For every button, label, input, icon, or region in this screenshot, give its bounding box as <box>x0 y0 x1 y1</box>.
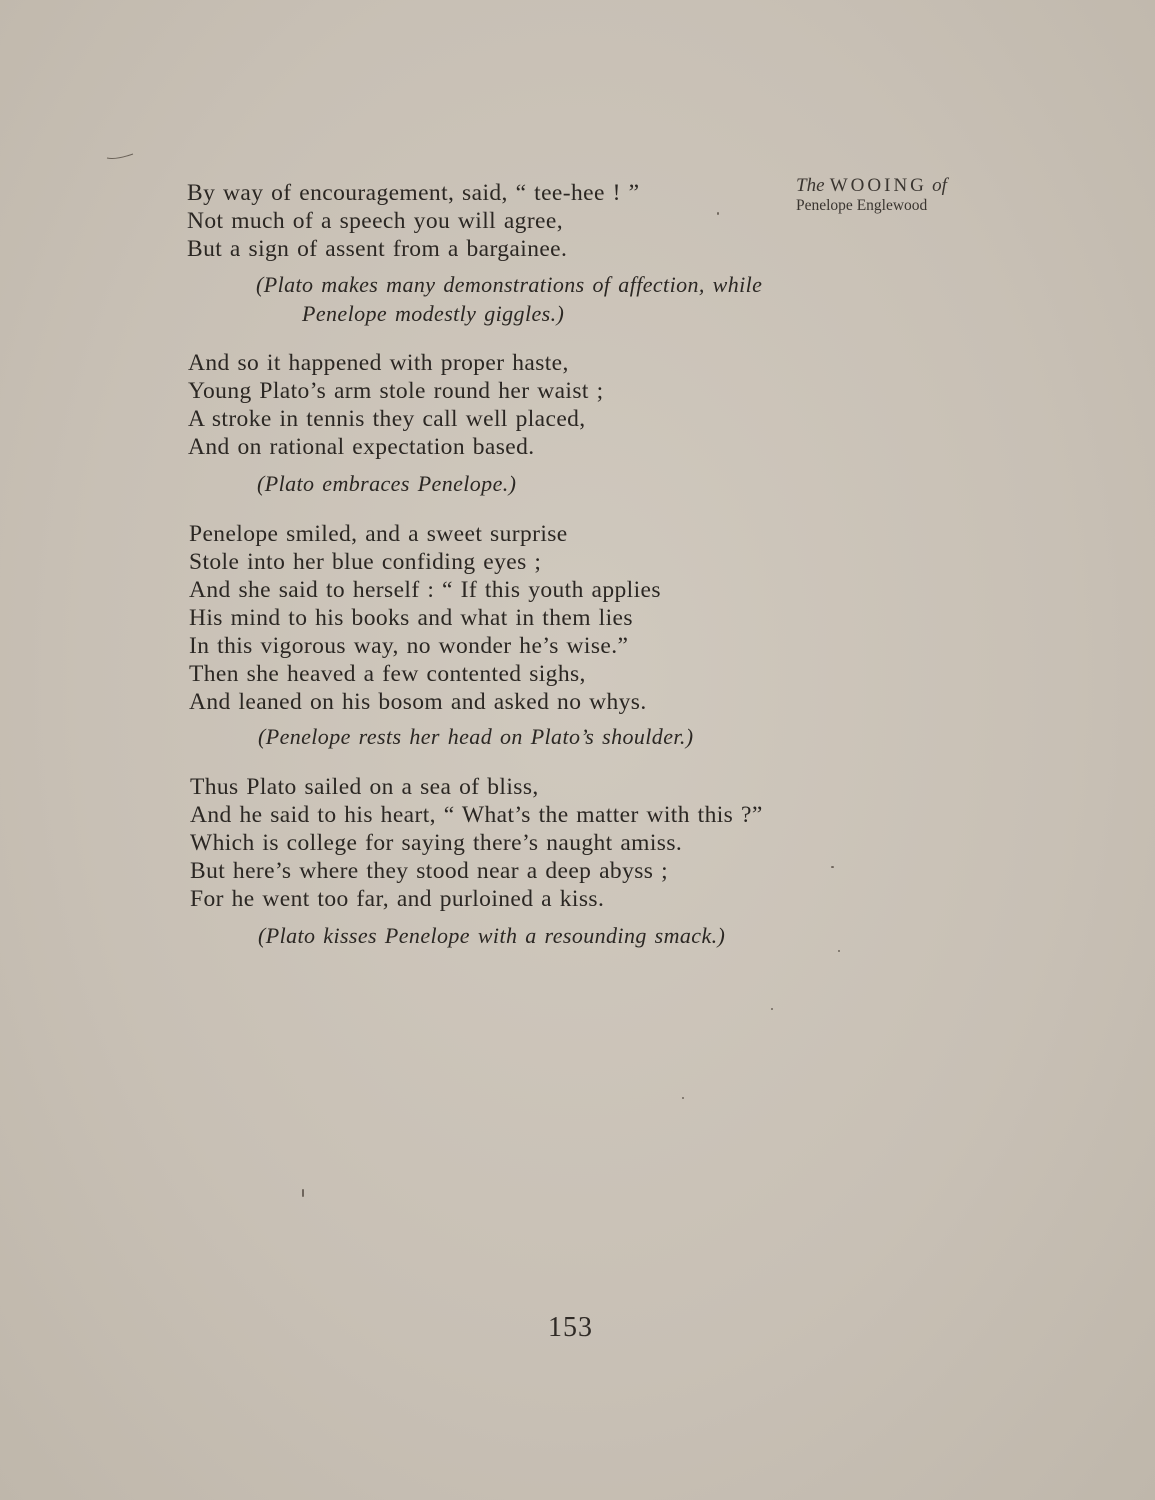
verse-line: Which is college for saying there’s naught amiss. <box>190 830 683 856</box>
verse-line: In this vigorous way, no wonder he’s wise.” <box>189 633 629 659</box>
verse-line: And on rational expectation based. <box>188 434 535 460</box>
title-suffix: of <box>932 175 947 196</box>
verse-line: His mind to his books and what in them lies <box>189 605 633 631</box>
page-number: 153 <box>548 1312 593 1343</box>
stage-direction: (Plato kisses Penelope with a resounding smack.) <box>258 923 726 948</box>
verse-line: And he said to his heart, “ What’s the matter with this ?” <box>190 802 763 828</box>
verse-line: Not much of a speech you will agree, <box>187 208 563 234</box>
verse-line: Stole into her blue confiding eyes ; <box>189 549 542 575</box>
verse-line: Young Plato’s arm stole round her waist ; <box>188 378 604 404</box>
verse-line: By way of encouragement, said, “ tee-hee ! ” <box>187 180 640 206</box>
title-prefix: The <box>796 175 825 196</box>
verse-line: Then she heaved a few contented sighs, <box>189 661 586 687</box>
stage-direction: (Penelope rests her head on Plato’s shoulder.) <box>258 724 694 749</box>
running-header-title <box>796 176 996 196</box>
stage-direction: (Plato makes many demonstrations of affection, while <box>256 272 763 297</box>
verse-line: And she said to herself : “ If this youth applies <box>189 577 661 603</box>
verse-line: But here’s where they stood near a deep abyss ; <box>190 858 669 884</box>
verse-line: For he went too far, and purloined a kiss. <box>190 886 605 912</box>
running-header-author: Penelope Englewood <box>796 197 928 214</box>
verse-line: Penelope smiled, and a sweet surprise <box>189 521 568 547</box>
title-main: WOOING <box>829 175 927 196</box>
verse-line: A stroke in tennis they call well placed, <box>188 406 586 432</box>
stage-direction: (Plato embraces Penelope.) <box>257 471 517 496</box>
stage-direction: Penelope modestly giggles.) <box>302 301 565 326</box>
running-header <box>796 176 996 216</box>
verse-line: And leaned on his bosom and asked no whys. <box>189 689 647 715</box>
verse-line: But a sign of assent from a bargainee. <box>187 236 568 262</box>
verse-line: Thus Plato sailed on a sea of bliss, <box>190 774 539 800</box>
pencil-mark <box>106 150 134 162</box>
verse-line: And so it happened with proper haste, <box>188 350 569 376</box>
